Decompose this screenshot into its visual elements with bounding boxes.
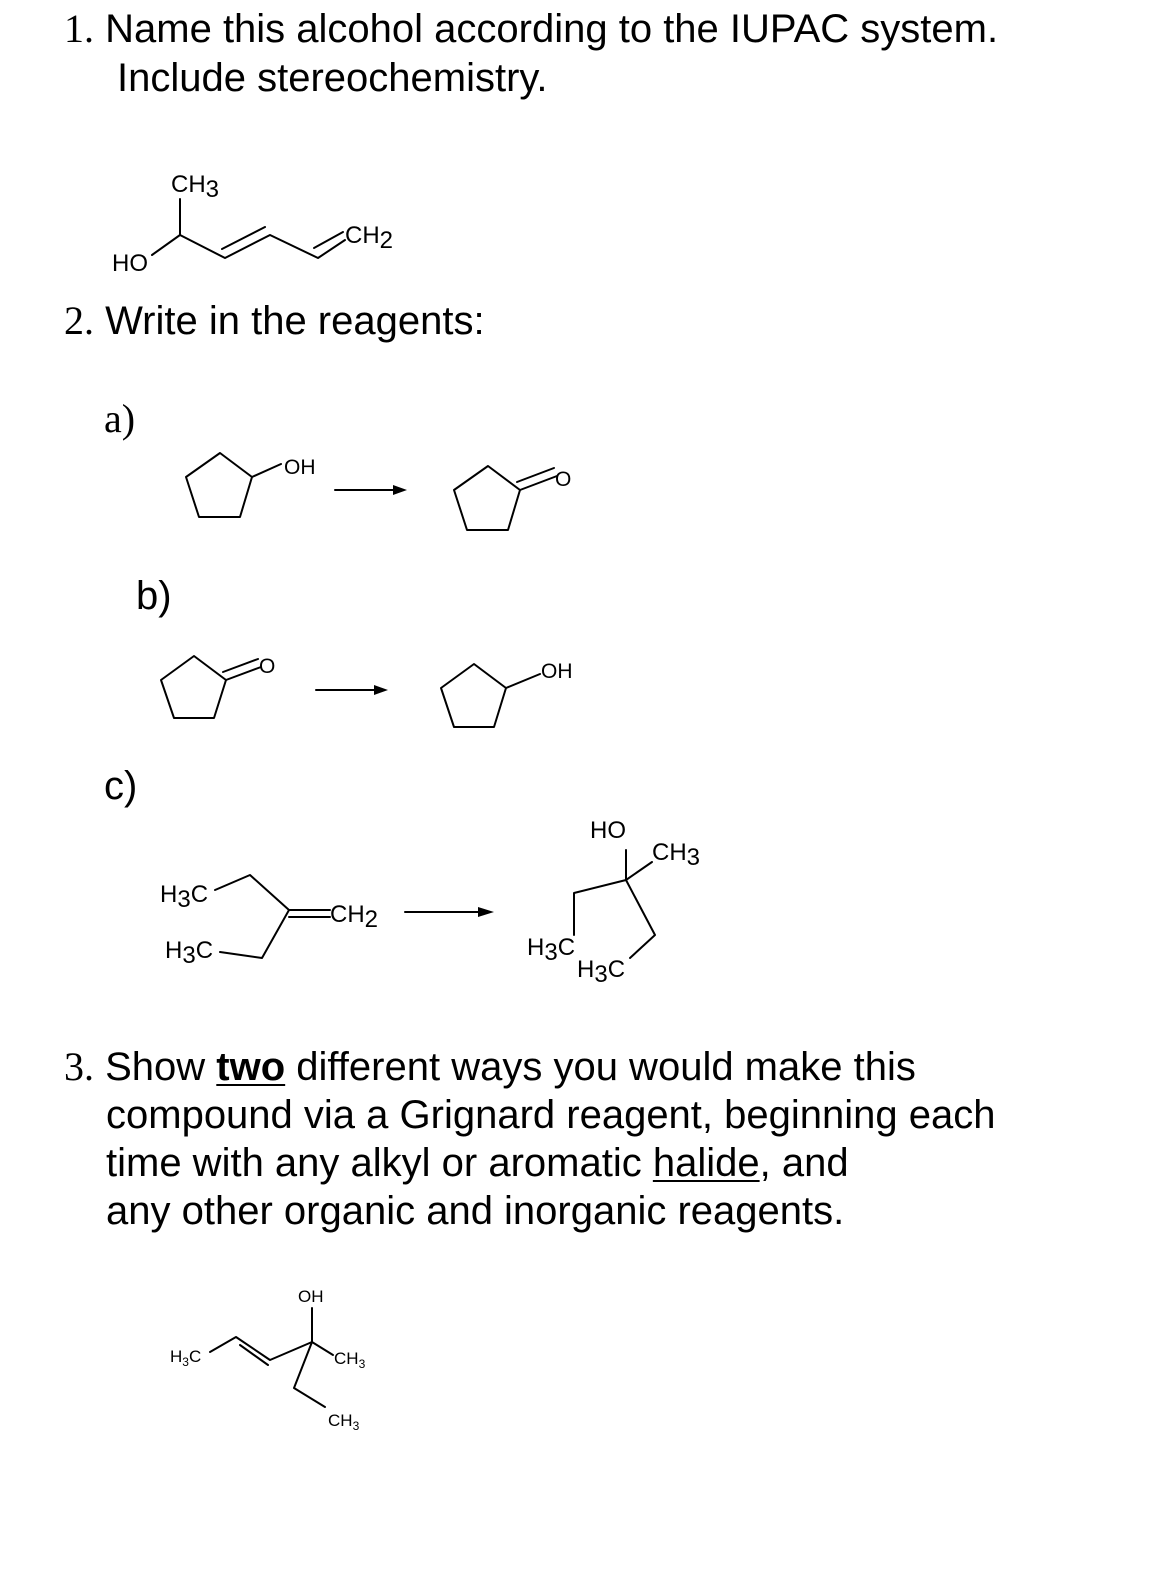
question-2-text: Write in the reagents: [105, 299, 485, 343]
q2a-o-label: O [555, 468, 572, 491]
q2b-o-label: O [259, 655, 276, 678]
q2c-ho-label: HO [590, 817, 626, 844]
q2b-reaction [161, 655, 573, 727]
q3-ch3-right-label: $CH_3$ [334, 1349, 366, 1371]
q2c-h3c-left-label: H3C [527, 934, 576, 966]
question-1-line-1: Name this alcohol according to the IUPAC system. [105, 7, 999, 51]
q3-h3c-label: $H_3C$ [170, 1347, 202, 1369]
question-3-line-4: any other organic and inorganic reagents. [106, 1189, 845, 1233]
q2a-reaction [186, 453, 571, 530]
q2b-oh-label: OH [541, 660, 573, 683]
q2c-h3c-bottom-label: H3C [165, 937, 214, 969]
q3-ch3-bottom-label: $CH_3$ [328, 1411, 360, 1433]
part-b-label: b) [136, 574, 172, 618]
q2c-ch3-label: CH3 [652, 839, 701, 871]
q1-ch2-label: CH2 [345, 222, 394, 254]
question-1-number: 1. [64, 6, 94, 51]
q2c-h3c-top-label: H3C [160, 881, 209, 913]
q2a-oh-label: OH [284, 456, 316, 479]
question-3-emphasis-two: two [216, 1045, 286, 1089]
question-3-line-3c: , and [759, 1141, 849, 1185]
question-2-number: 2. [64, 298, 94, 343]
q1-ch3-label: CH3 [171, 171, 220, 203]
question-3-number: 3. [64, 1044, 94, 1089]
question-3-line-2: compound via a Grignard reagent, beginning each [106, 1093, 996, 1137]
q2c-arrowhead [478, 907, 494, 917]
q2a-arrowhead [393, 485, 407, 495]
q2b-arrowhead [374, 685, 388, 695]
q1-ho-label: HO [112, 250, 148, 277]
q3-oh-label: OH [298, 1287, 324, 1306]
question-3-line-3a: time with any alkyl or aromatic [106, 1141, 653, 1185]
q3-structure [170, 1287, 366, 1433]
q2c-reaction [160, 817, 700, 988]
question-3-line-1a: Show [105, 1045, 217, 1089]
question-3-line-1c: different ways you would make this [285, 1045, 916, 1089]
q2c-ch2-label: CH2 [330, 901, 379, 933]
question-3-emphasis-halide: halide [652, 1141, 760, 1185]
question-1-line-2: Include stereochemistry. [117, 56, 548, 100]
q2c-h3c-ring-label: H3C [577, 956, 626, 988]
q1-structure [112, 171, 393, 277]
part-c-label: c) [104, 764, 138, 808]
part-a-label: a) [104, 396, 136, 441]
